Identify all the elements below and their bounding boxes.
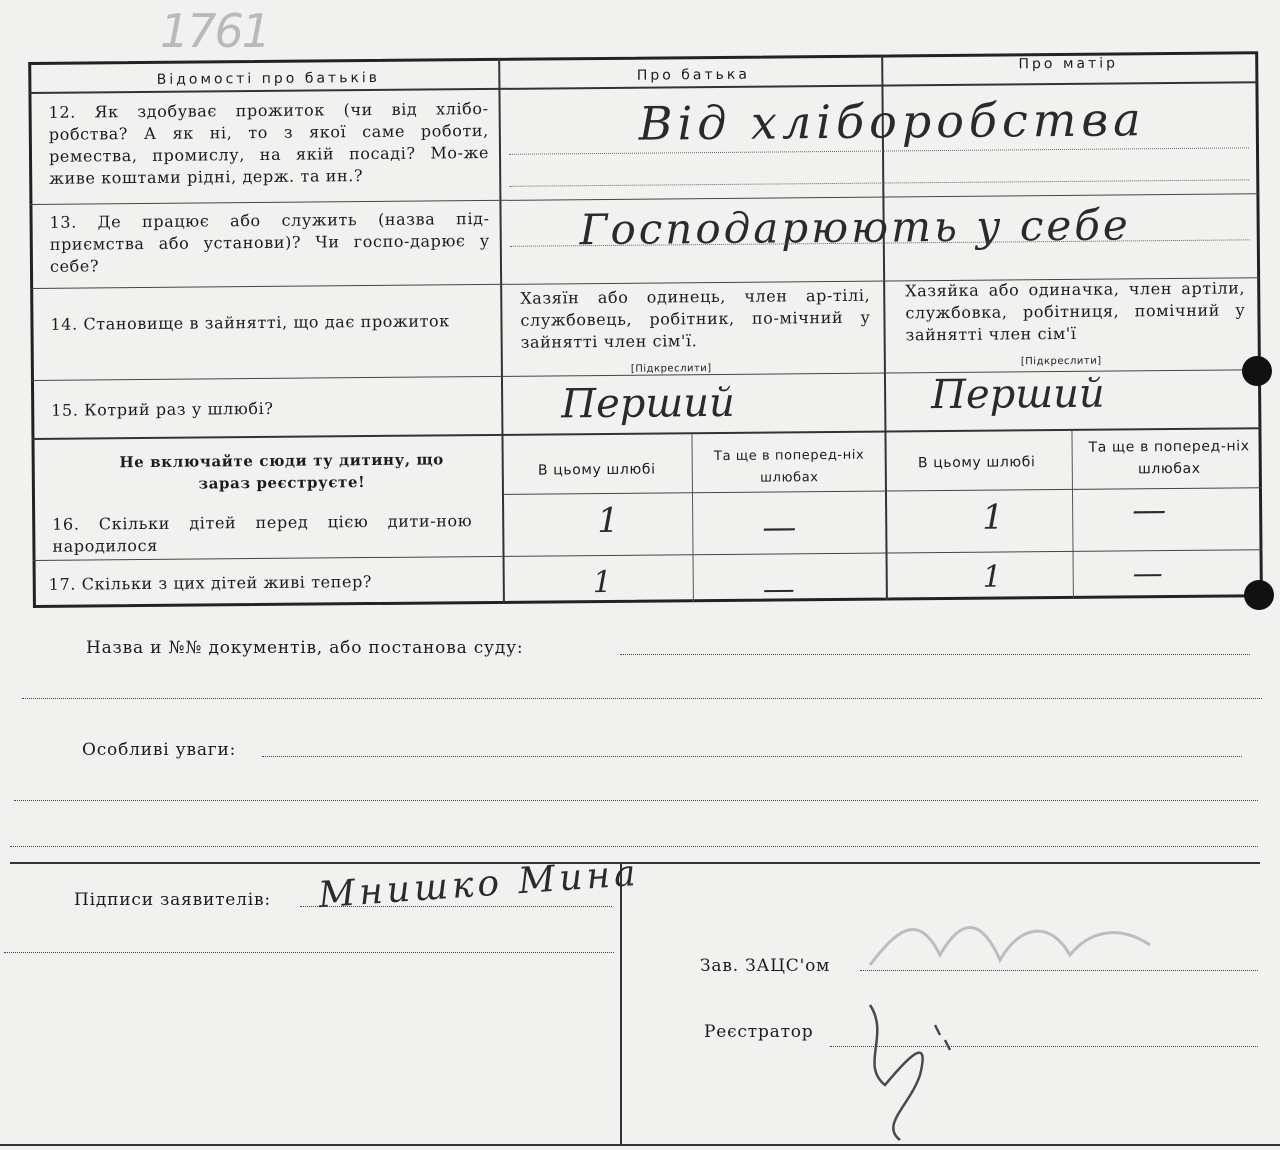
father-marriage-count: Перший [560,379,735,428]
header-col-father: Про батька [636,66,750,84]
head-label: Зав. ЗАЦС'ом [700,956,831,976]
underline-note-mother: [Підкреслити] [1020,355,1102,368]
father-this-marriage: В цьому шлюбі [537,461,656,479]
mother-prev-marriages: Та ще в поперед-ніх шлюбах [1088,438,1250,478]
header-col-info: Відомості про батьків [156,69,381,88]
question-17: 17. Скільки з цих дітей живі тепер? [48,572,373,594]
answer-12: Від хліборобства [638,92,1146,151]
question-16: 16. Скільки дітей перед цією дити-ною народилося [52,511,473,556]
notes-line-3 [10,846,1258,847]
mother-occupation-options: Хазяйка або одиначка, член артіли, службовка, робітниця, помічний у зайнятті член сім'ї [905,278,1246,345]
q17-father-this: 1 [592,564,613,601]
signature-line-2 [4,952,614,953]
q17-mother-prev: — [1132,556,1163,592]
binder-hole [1244,580,1274,610]
q17-father-prev: — [762,569,795,608]
notes-line-2 [14,800,1258,801]
mother-this-marriage: В цьому шлюбі [917,454,1036,472]
mother-marriage-count: Перший [930,370,1105,419]
q16-father-this: 1 [597,500,620,542]
applicant-signature: Мнишко Мина [316,852,641,917]
q17-mother-this: 1 [982,559,1002,595]
underline-note-father: [Підкреслити] [630,363,712,375]
registrar-signature-scribble [840,995,980,1145]
header-col-mother: Про матір [1018,55,1119,73]
q16-mother-this: 1 [982,497,1005,538]
documents-label: Назва и №№ документів, або постанова суду: [86,638,524,658]
signature-column-divider [620,864,622,1146]
documents-line [620,654,1250,655]
signatures-label: Підписи заявителів: [74,890,271,910]
bottom-line [0,1144,1280,1146]
father-occupation-options: Хазяїн або одинець, член ар-тілі, службовець, робітник, по-мічний у зайнятті член сім'ї. [520,285,871,352]
exclude-note: Не включайте сюди ту дитину, що зараз реєструєте! [119,450,444,493]
registrar-label: Реєстратор [704,1022,814,1042]
signature-line [300,906,612,907]
question-13: 13. Де працює або служить (назва під-приємства або установи)? Чи госпо-дарює у себе? [49,208,490,276]
archive-number: 1761 [160,4,270,58]
question-14: 14. Становище в зайнятті, що дає прожиток [50,311,450,334]
q16-mother-prev: — [1131,490,1167,531]
parents-info-table [28,29,1273,610]
answer-13: Господарюють у себе [579,200,1131,255]
documents-line-2 [22,698,1262,699]
question-15: 15. Котрий раз у шлюбі? [51,398,274,420]
q16-father-prev: — [762,507,797,548]
binder-hole [1242,356,1272,386]
notes-line [262,756,1242,757]
question-12: 12. Як здобуває прожиток (чи від хлібо-робства? А як ні, то з якої саме роботи, ремества, промислу, на якій посаді? Мо-же живе коштами рідні, держ. та ин.? [48,98,490,188]
head-signature-scribble [860,905,1160,985]
father-prev-marriages: Та ще в поперед-ніх шлюбах [713,447,865,486]
notes-label: Особливі уваги: [82,740,237,760]
